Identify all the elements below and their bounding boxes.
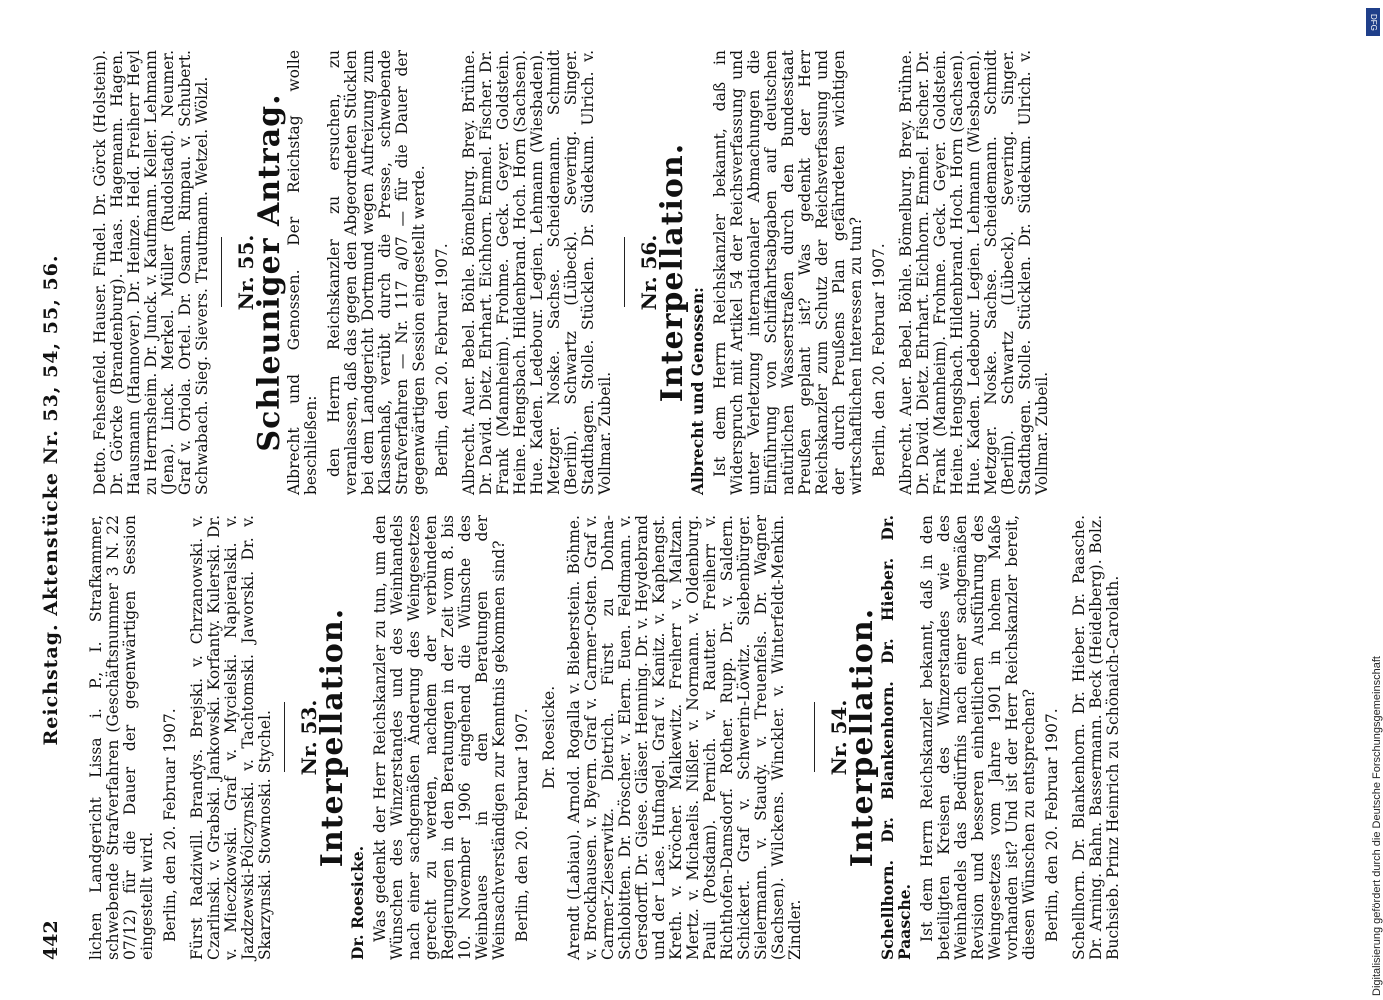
carryover-date: Berlin, den 20. Februar 1907. — [161, 708, 179, 942]
nr55-mover: Albrecht und Genossen. Der Reichstag wolle beschließen: — [285, 50, 320, 495]
section-rule — [221, 238, 222, 308]
nr54-number: Nr. 54. — [827, 699, 851, 776]
section-rule — [814, 703, 815, 773]
section-rule — [624, 238, 625, 308]
funding-note: Digitalisierung gefördert durch die Deutsche Forschungsgemeinschaft — [1371, 656, 1383, 996]
nr53-date: Berlin, den 20. Februar 1907. — [513, 708, 531, 942]
running-header — [40, 40, 66, 960]
carryover-text: lichen Landgericht Lissa i. P., I. Strafkammer, schwebende Strafverfahren (Geschäftsnummer 3 N. 22 07/12) für die Dauer der gegenwärtigen Session eingestellt wird. — [87, 515, 156, 960]
nr54-title: Interpellation. — [845, 607, 880, 868]
nr56-date: Berlin, den 20. Februar 1907. — [870, 243, 888, 477]
nr56-mover: Albrecht und Genossen: — [688, 287, 707, 495]
running-title: Reichstag. Aktenstücke Nr. 53, 54, 55, 56. — [40, 254, 62, 746]
nr54-signers: Schellhorn. Dr. Blankenhorn. Dr. Hieber. Dr. Paasche. Dr. Arning. Bahn. Bassermann. Beck (Heidelberg). Bolz. Buchsieb. Prinz Heinrich zu Schönaich-Carolath. — [1070, 515, 1122, 960]
nr53-signers-lead: Dr. Roesicke. — [540, 685, 558, 790]
nr53-signers: Arendt (Labiau). Arnold. Rogalla v. Bieberstein. Böhme. v. Brockhausen. v. Byern. Graf v. Carmer-Osten. Graf v. Carmer-Zieserwitz. Dietrich. Fürst zu Dohna-Schlobitten. Dr. Dröscher. v. Elern. Euen. Feldmann. v. Gersdorff. Dr. Giese. Gläser. Henning. Dr. v. Heydebrand und der Lase. Hufnagel. Graf v. Kanitz. v. Kaphengst. Kreth. v. Kröcher. Malkewitz. Freiherr v. Maltzan. Mertz. v. Michaelis. Nißler. v. Normann. v. Oldenburg. Pauli (Potsdam). Pernich. v. Rautter. Freiherr v. Richthofen-Damsdorf. Rother. Rupp. Dr. v. Saldern. Schickert. Graf v. Schwerin-Löwitz. Siebenbürger. Sielermann. v. Staudy. v. Treuenfels. Dr. Wagner (Sachsen). Wilckens. Winckler. v. Winterfeldt-Menkin. Zindler. — [565, 515, 804, 960]
page-number: 442 — [40, 920, 62, 960]
nr53-question: Was gedenkt der Herr Reichskanzler zu tun, um den Wünschen des Winzerstandes und des Weinhandels nach einer sachgemäßen Änderung des Weingesetzes gerecht zu werden, nachdem der verbündeten Regierungen in den Beratungen in der Zeit vom 8. bis 10. November 1906 eingehend die Wünsche des Weinbaues in den Beratungen der Weinsachverständigen zur Kenntnis gekommen sind? — [371, 515, 508, 960]
nr53-mover: Dr. Roesicke. — [348, 845, 367, 960]
nr54-date: Berlin, den 20. Februar 1907. — [1043, 708, 1061, 942]
nr56-signers: Albrecht. Auer. Bebel. Böhle. Bömelburg. Brey. Brühne. Dr. David. Dietz. Ehrhart. Eichhorn. Emmel. Fischer. Dr. Frank (Mannheim). Frohme. Geck. Geyer. Goldstein. Heine. Hengsbach. Hildenbrand. Hoch. Horn (Sachsen). Hue. Kaden. Ledebour. Legien. Lehmann (Wiesbaden). Metzger. Noske. Sachse. Scheidemann. Schmidt (Berlin). Schwartz (Lübeck). Severing. Singer. Stadthagen. Stolle. Stücklen. Dr. Südekum. Ulrich. v. Vollmar. Zubeil. — [897, 50, 1051, 495]
nr54-movers: Schellhorn. Dr. Blankenhorn. Dr. Hieber. Dr. Paasche. — [878, 515, 914, 960]
nr53-title: Interpellation. — [315, 607, 350, 868]
carryover-signers: Fürst Radziwill. Brandys. Brejski. v. Chrzanowski. v. Czarlinski. v. Grabski. Jankowski. Korfanty. Kulerski. Dr. v. Mieczkowski. Graf v. Mycielski. Napieralski. v. Jazdzewski-Pólczynski. v. Tachtomski. Jaworski. Dr. v. Skarzynski. Stownoski. Stychel. — [188, 515, 274, 960]
side-note — [1371, 6, 1383, 996]
nr56-question: Ist dem Herrn Reichskanzler bekannt, daß in Widerspruch mit Artikel 54 der Reichsverfassung und unter Verletzung internationaler Abmachungen die Einführung von Schiffahrtsabgaben auf deutschen natürlichen Wasserstraßen durch den Bundesstaat Preußen geplant ist? Was gedenkt der Herr Reichskanzler zum Schutz der Reichsverfassung und der durch Preußens Plan gefährdeten wichtigen wirtschaftlichen Interessen zu tun? — [711, 50, 865, 495]
nr55-body: den Herrn Reichskanzler zu ersuchen, zu veranlassen, daß das gegen den Abgeordneten Stücklen bei dem Landgericht Dortmund wegen Aufreizung zum Klassenhaß, verübt durch die Presse, schwebende Strafverfahren — Nr. 117 a/07 — für die Dauer der gegenwärtigen Session eingestellt werde. — [325, 50, 428, 495]
nr53-number: Nr. 53. — [297, 699, 321, 776]
nr55-title: Schleuniger Antrag. — [252, 93, 287, 452]
nr54-question: Ist dem Herrn Reichskanzler bekannt, daß in den beteiligten Kreisen des Winzerstandes wie des Weinhandels das Bedürfnis nach einer sachgemäßen Revision und besseren einheitlichen Ausführung des Weingesetzes vom Jahre 1901 in hohem Maße vorhanden ist? Und ist der Herr Reichskanzler bereit, diesen Wünschen zu entsprechen? — [918, 515, 1038, 960]
dfg-logo-icon: DFG — [1366, 8, 1380, 36]
nr55-number: Nr. 55. — [234, 234, 258, 311]
nr55-date: Berlin, den 20. Februar 1907. — [433, 243, 451, 477]
left-column — [88, 515, 1130, 960]
nr56-number: Nr. 56. — [637, 234, 661, 311]
right-column — [88, 50, 1059, 495]
nr55-signers: Albrecht. Auer. Bebel. Böhle. Bömelburg. Brey. Brühne. Dr. David. Dietz. Ehrhart. Eichhorn. Emmel. Fischer. Dr. Frank (Mannheim). Frohme. Geck. Geyer. Goldstein. Heine. Hengsbach. Hildenbrand. Hoch. Horn (Sachsen). Hue. Kaden. Ledebour. Legien. Lehmann (Wiesbaden). Metzger. Noske. Sachse. Scheidemann. Schmidt (Berlin). Schwartz (Lübeck). Severing. Singer. Stadthagen. Stolle. Stücklen. Dr. Südekum. Ulrich. v. Vollmar. Zubeil. — [460, 50, 614, 495]
right-carryover-signers: Detto. Fehsenfeld. Hauser. Findel. Dr. Görck (Holstein). Dr. Görcke (Brandenburg). Haas. Hagemann. Hagen. Hausmann (Hannover). Dr. Heinze. Held. Freiherr Heyl zu Herrnsheim. Dr. Junck. v. Kaufmann. Keller. Lehmann (Jena). Linck. Merkel. Müller (Rudolstadt). Neumer. Graf v. Oriola. Ortel. Dr. Osann. Rimpau. v. Schubert. Schwabach. Sieg. Sievers. Trautmann. Wetzel. Wölzl. — [91, 50, 211, 495]
section-rule — [284, 703, 285, 773]
nr56-title: Interpellation. — [655, 142, 690, 403]
